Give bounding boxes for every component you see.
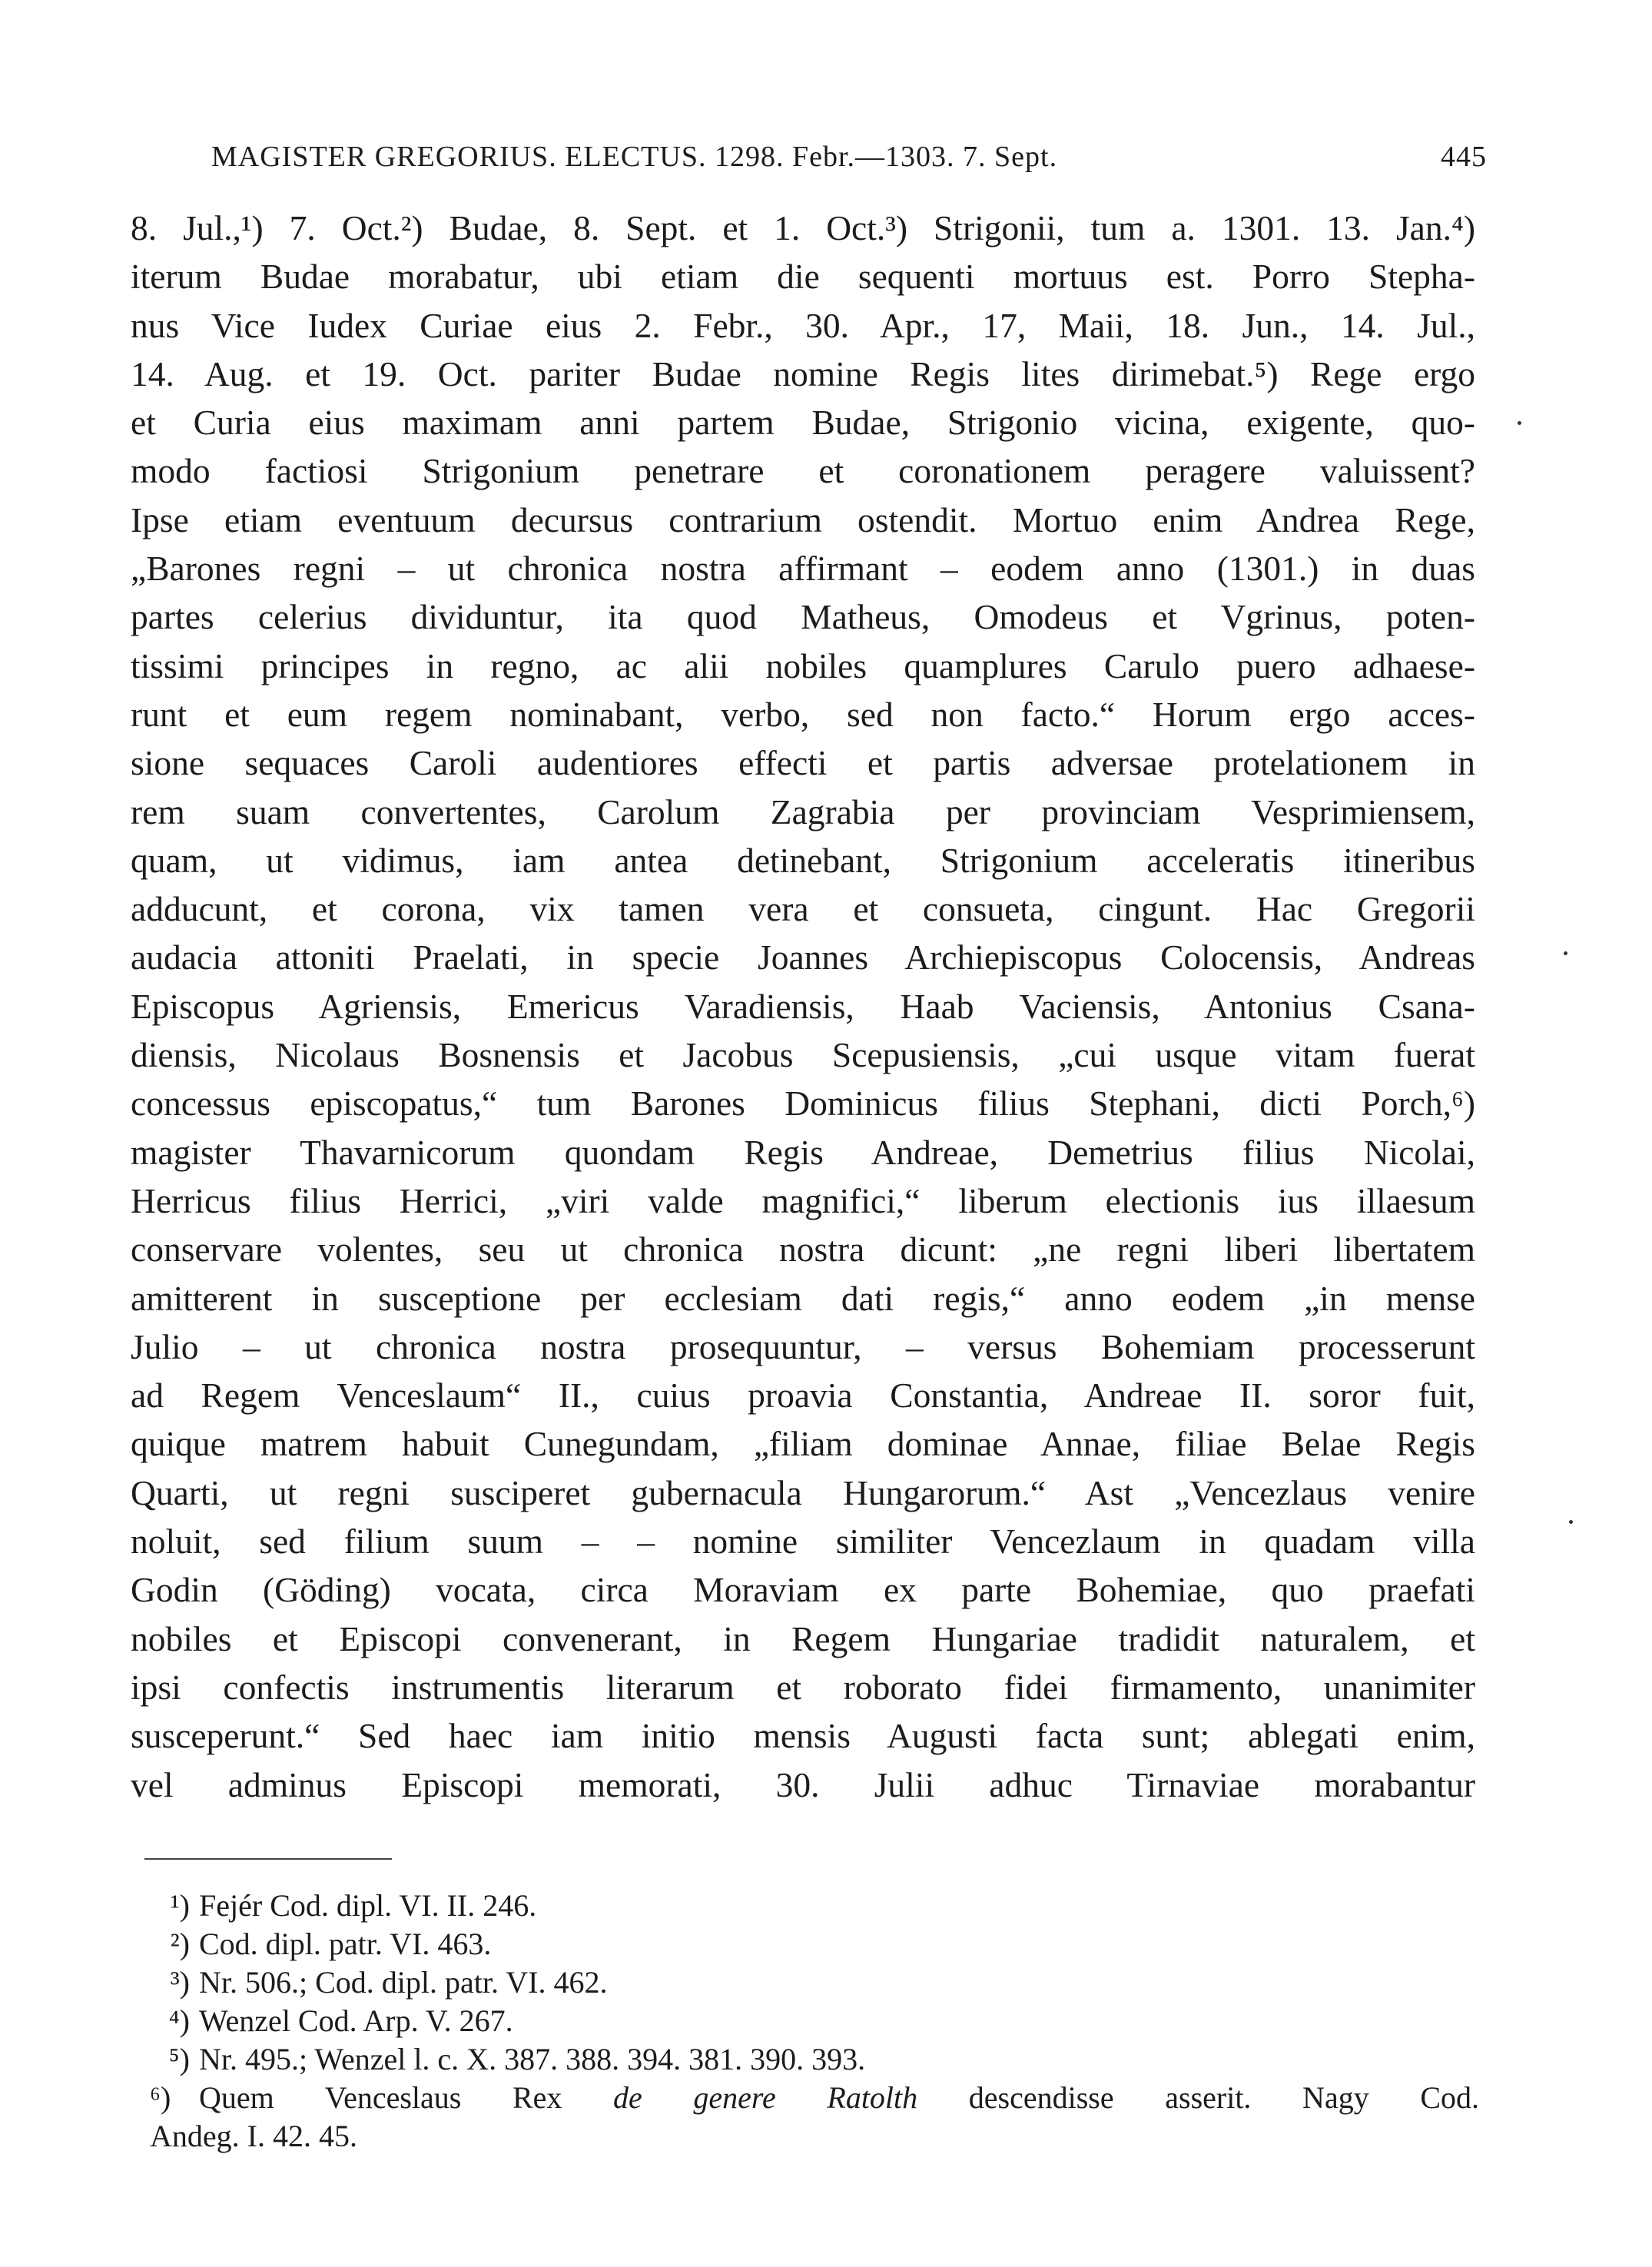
text-line: 8. Jul.,¹) 7. Oct.²) Budae, 8. Sept. et 1. Oct.³) Strigonii, tum a. 1301. 13. Jan.⁴) [131, 208, 1475, 247]
text-line: amitterent in susceptione per ecclesiam dati regis,“ anno eodem „in mense [131, 1278, 1475, 1318]
text-line: noluit, sed filium suum – – nomine similiter Vencezlaum in quadam villa [131, 1522, 1475, 1562]
text-line: ad Regem Venceslaum“ II., cuius proavia Constantia, Andreae II. soror fuit, [131, 1376, 1475, 1416]
text-line: quique matrem habuit Cunegundam, „filiam dominae Annae, filiae Belae Regis [131, 1424, 1475, 1464]
text-line: Julio – ut chronica nostra prosequuntur, – versus Bohemiam processerunt [131, 1326, 1475, 1366]
text-line: sione sequaces Caroli audentiores effecti et partis adversae protelationem in [131, 743, 1475, 783]
text-line: partes celerius dividuntur, ita quod Matheus, Omodeus et Vgrinus, poten- [131, 597, 1475, 637]
main-text [131, 204, 1475, 1809]
text-line: concessus episcopatus,“ tum Barones Dominicus filius Stephani, dicti Porch,⁶) [131, 1084, 1475, 1124]
footnote-text: Quem Venceslaus Rex [199, 2080, 614, 2115]
footnote-mark: ⁶) [150, 2080, 171, 2115]
page-number: 445 [1441, 141, 1487, 173]
text-line: Herricus filius Herrici, „viri valde magnifici,“ liberum electionis ius illaesum [131, 1180, 1475, 1220]
footnote-mark: ⁵) [168, 2042, 190, 2076]
footnote-text: Nr. 495.; Wenzel l. c. X. 387. 388. 394. 381. 390. 393. [199, 2042, 866, 2076]
footnote-text: Cod. dipl. patr. VI. 463. [199, 1927, 492, 1961]
page-speck [1518, 421, 1521, 425]
footnote-text: descendisse asserit. Nagy Cod. [917, 2080, 1479, 2115]
running-head [211, 140, 1487, 186]
text-line: nus Vice Iudex Curiae eius 2. Febr., 30. Apr., 17, Maii, 18. Jun., 14. Jul., [131, 305, 1475, 345]
footnote-mark: ²) [170, 1927, 190, 1961]
text-line: iterum Budae morabatur, ubi etiam die sequenti mortuus est. Porro Stepha- [131, 257, 1475, 297]
text-line: modo factiosi Strigonium penetrare et coronationem peragere valuissent? [131, 451, 1475, 491]
text-line: vel adminus Episcopi memorati, 30. Julii adhuc Tirnaviae morabantur [131, 1764, 1475, 1804]
footnote-italic-text: de genere Ratolth [613, 2080, 918, 2115]
footnote-text: Wenzel Cod. Arp. V. 267. [199, 2003, 513, 2038]
footnote-mark: ³) [170, 1965, 190, 2000]
footnote [150, 2002, 1479, 2040]
footnotes [150, 1887, 1479, 2156]
text-line: quam, ut vidimus, iam antea detinebant, Strigonium acceleratis itineribus [131, 840, 1475, 880]
text-line: Ipse etiam eventuum decursus contrarium ostendit. Mortuo enim Andrea Rege, [131, 500, 1475, 539]
text-line: tissimi principes in regno, ac alii nobiles quamplures Carulo puero adhaese- [131, 646, 1475, 685]
text-line: Episcopus Agriensis, Emericus Varadiensis, Haab Vaciensis, Antonius Csana- [131, 986, 1475, 1026]
footnote-text: Fejér Cod. dipl. VI. II. 246. [199, 1888, 537, 1923]
text-line: nobiles et Episcopi convenerant, in Regem Hungariae tradidit naturalem, et [131, 1618, 1475, 1658]
footnote [150, 2040, 1479, 2079]
text-line: 14. Aug. et 19. Oct. pariter Budae nomine Regis lites dirimebat.⁵) Rege ergo [131, 353, 1475, 393]
footnote-mark: ¹) [170, 1888, 190, 1923]
text-line: audacia attoniti Praelati, in specie Joannes Archiepiscopus Colocensis, Andreas [131, 938, 1475, 977]
text-line: magister Thavarnicorum quondam Regis Andreae, Demetrius filius Nicolai, [131, 1132, 1475, 1172]
text-line: diensis, Nicolaus Bosnensis et Jacobus Scepusiensis, „cui usque vitam fuerat [131, 1035, 1475, 1075]
footnote [150, 2079, 1479, 2117]
text-line: adducunt, et corona, vix tamen vera et consueta, cingunt. Hac Gregorii [131, 889, 1475, 929]
footnote-first-line [150, 2079, 1479, 2117]
text-line: conservare volentes, seu ut chronica nostra dicunt: „ne regni liberi libertatem [131, 1230, 1475, 1270]
text-line: Godin (Göding) vocata, circa Moraviam ex parte Bohemiae, quo praefati [131, 1570, 1475, 1610]
page-speck [1564, 951, 1567, 955]
text-line: Quarti, ut regni susciperet gubernacula Hungarorum.“ Ast „Vencezlaus venire [131, 1472, 1475, 1512]
running-title: MAGISTER GREGORIUS. ELECTUS. 1298. Febr.—1303. 7. Sept. [211, 141, 1058, 173]
footnote-text: Nr. 506.; Cod. dipl. patr. VI. 462. [199, 1965, 608, 2000]
footnote [150, 1925, 1479, 1963]
text-line: rem suam convertentes, Carolum Zagrabia per provinciam Vesprimiensem, [131, 792, 1475, 831]
text-line: „Barones regni – ut chronica nostra affirmant – eodem anno (1301.) in duas [131, 549, 1475, 589]
page-speck [1569, 1520, 1573, 1524]
footnote [150, 1887, 1479, 1925]
text-line: et Curia eius maximam anni partem Budae, Strigonio vicina, exigente, quo- [131, 403, 1475, 443]
text-line: ipsi confectis instrumentis literarum et roborato fidei firmamento, unanimiter [131, 1667, 1475, 1707]
footnote [150, 1963, 1479, 2002]
text-line: susceperunt.“ Sed haec iam initio mensis Augusti facta sunt; ablegati enim, [131, 1716, 1475, 1756]
footnote-rule [144, 1858, 392, 1860]
footnote-mark: ⁴) [168, 2003, 190, 2038]
footnote-text: Andeg. I. 42. 45. [150, 2119, 357, 2153]
text-line: runt et eum regem nominabant, verbo, sed non facto.“ Horum ergo acces- [131, 694, 1475, 734]
footnote-continuation [150, 2117, 1479, 2156]
